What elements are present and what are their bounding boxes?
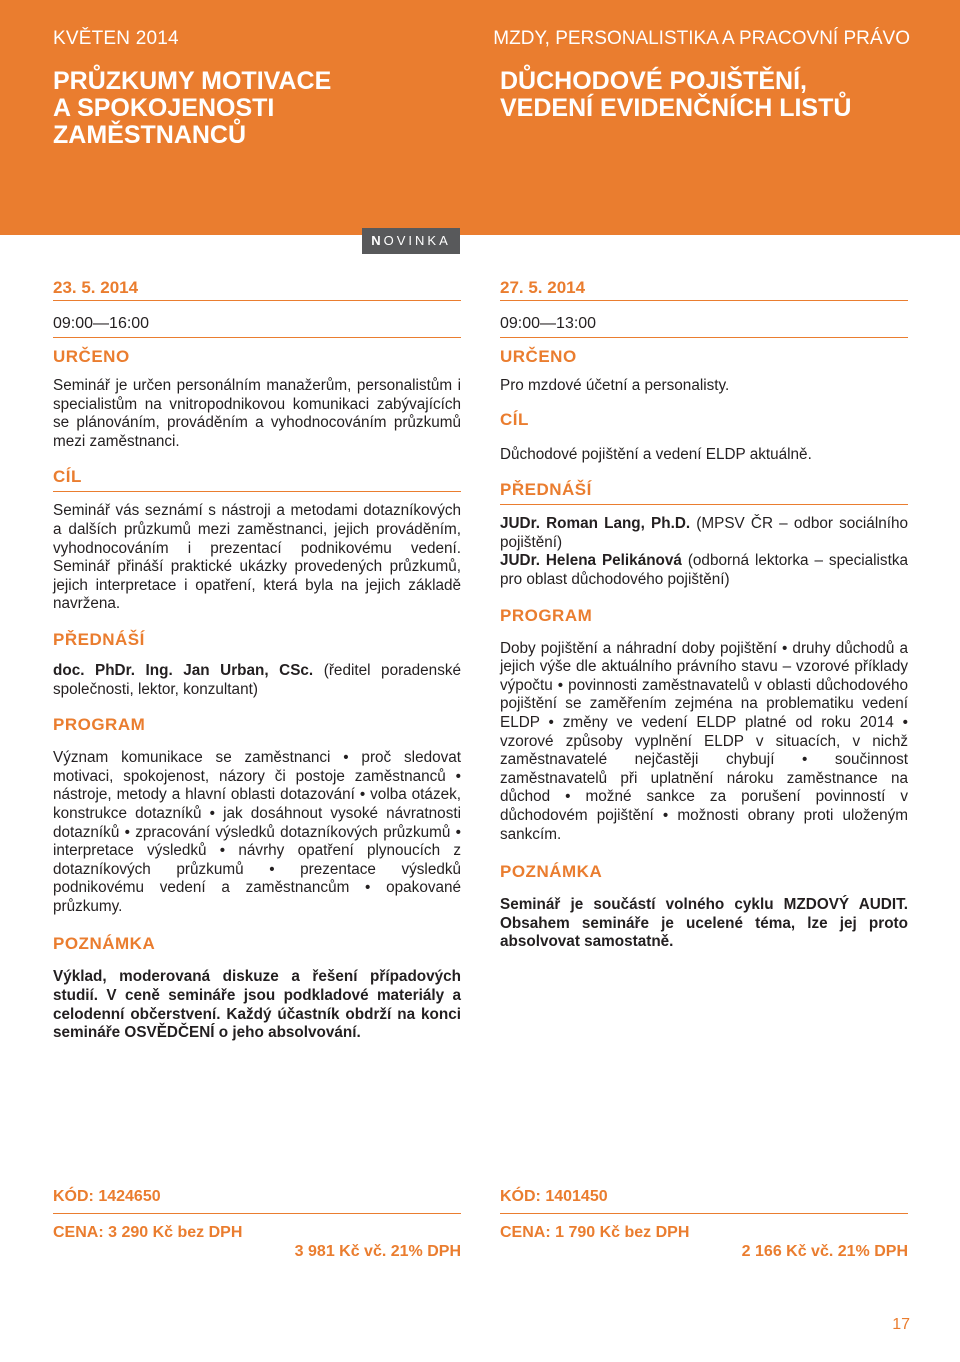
page-number: 17 [892,1316,910,1333]
header-band [0,0,960,235]
divider [53,337,461,338]
right-price-vat: 2 166 Kč vč. 21% DPH [741,1243,908,1260]
lecturer-desc: (ředitel poradenské společnosti, lektor, konzultant) [53,661,461,698]
divider [500,1213,908,1214]
seminar-time: 09:00—16:00 [53,315,150,332]
new-badge: NOVINKA [362,228,460,254]
lecturer-name: JUDr. Helena Pelikánová [500,552,682,570]
section-label-cil: CÍL [500,409,529,429]
section-label-prednasi: PŘEDNÁŠÍ [53,629,145,649]
left-price: CENA: 3 290 Kč bez DPH [53,1224,243,1241]
urceno-text: Seminář je určen personálním manažerům, personalistům i specialistům na vnitropodnikovou komunikaci zabývajících se plánováním, prováděním a vyhodnocováním průzkumů mezi zaměstnanci. [53,377,461,450]
program-text: Význam komunikace se zaměstnanci • proč sledovat motivaci, spokojenost, názory či postoje zaměstnanců • nástroje, metody a hlavní oblasti dotazování • volba otázek, konstrukce dotazníků • jak dosáhnout vysoké návratnosti dotazníků • zpracování výsledků dotazníkových průzkumů • interpretace výsledků • návrhy opatření plynoucích z dotazníkových průzkumů • prezentace výsledků podnikovému vedení a zaměstnancům • opakované průzkumy. [53,749,461,915]
right-price: CENA: 1 790 Kč bez DPH [500,1224,690,1241]
left-seminar-title: PRŮZKUMY MOTIVACE A SPOKOJENOSTI ZAMĚSTNANCŮ [53,67,332,149]
cil-text: Důchodové pojištění a vedení ELDP aktuálně. [500,445,812,463]
divider [53,1213,461,1214]
right-seminar [500,278,908,952]
section-label-urceno: URČENO [500,347,577,366]
category-title: MZDY, PERSONALISTIKA A PRACOVNÍ PRÁVO [493,28,910,49]
section-label-poznamka: POZNÁMKA [500,862,603,882]
divider [500,300,908,301]
lecturer-name: JUDr. Roman Lang, Ph.D. [500,515,691,533]
lecturer-2 [500,552,908,589]
section-label-prednasi: PŘEDNÁŠÍ [500,480,592,500]
cil-text: Seminář vás seznámí s nástroji a metodami dotazníkových a dalších průzkumů mezi zaměstnanci, jejich prováděním, vyhodnocováním i prezentací podnikovému vedení. Seminář přináší praktické ukázky provedených průzkumů, jejich interpretace i opatření, která byla na jejich základě navržena. [53,502,461,613]
section-label-poznamka: POZNÁMKA [53,934,156,954]
poznamka-text: Seminář je součástí volného cyklu MZDOVÝ AUDIT. Obsahem semináře je ucelené téma, lze jej proto absolvovat samostatně. [500,896,908,951]
section-label-cil: CÍL [53,467,82,487]
seminar-date: 23. 5. 2014 [53,278,139,297]
issue-date: KVĚTEN 2014 [53,28,179,49]
seminar-date: 27. 5. 2014 [500,278,586,297]
divider [53,491,461,492]
left-seminar [53,278,461,1043]
lecturer [53,662,461,699]
section-label-urceno: URČENO [53,347,130,366]
divider [500,504,908,505]
lecturer-desc: (odborná lektorka – specialistka pro oblast důchodového pojištění) [500,552,908,588]
program-text: Doby pojištění a náhradní doby pojištění • druhy důchodů a jejich výše dle aktuálního právního stavu – vzorové příklady výpočtu • povinnosti zaměstnavatelů v oblasti důchodového pojištění se zaměřením zejména na problematiku vedení ELDP • změny ve vedení ELDP platné od roku 2014 • vzorové způsoby vyplnění ELDP v situacích, v nichž zaměstnavatelé nejčastěji chybují • součinnost zaměstnavatelů při uplatnění nároku zaměstnance na důchod • možné sankce za porušení povinností v důchodovém pojištění • možnosti obrany proti uloženým sankcím. [500,639,908,843]
divider [53,300,461,301]
right-seminar-title: DŮCHODOVÉ POJIŠTĚNÍ, VEDENÍ EVIDENČNÍCH LISTŮ [500,67,852,122]
poznamka-text: Výklad, moderovaná diskuze a řešení případových studií. V ceně semináře jsou podkladové materiály a celodenní občerstvení. Každý účastník obdrží na konci semináře OSVĚDČENÍ o jeho absolvování. [53,968,461,1042]
left-price-vat: 3 981 Kč vč. 21% DPH [294,1243,461,1260]
urceno-text: Pro mzdové účetní a personalisty. [500,377,730,394]
lecturer-1 [500,515,908,552]
lecturer-desc: (MPSV ČR – odbor sociálního pojištění) [500,515,908,551]
right-course-code: KÓD: 1401450 [500,1188,608,1205]
seminar-time: 09:00—13:00 [500,315,597,332]
section-label-program: PROGRAM [53,715,146,735]
left-course-code: KÓD: 1424650 [53,1188,161,1205]
lecturer-name: doc. PhDr. Ing. Jan Urban, CSc. [53,661,314,679]
section-label-program: PROGRAM [500,605,593,625]
divider [500,337,908,338]
